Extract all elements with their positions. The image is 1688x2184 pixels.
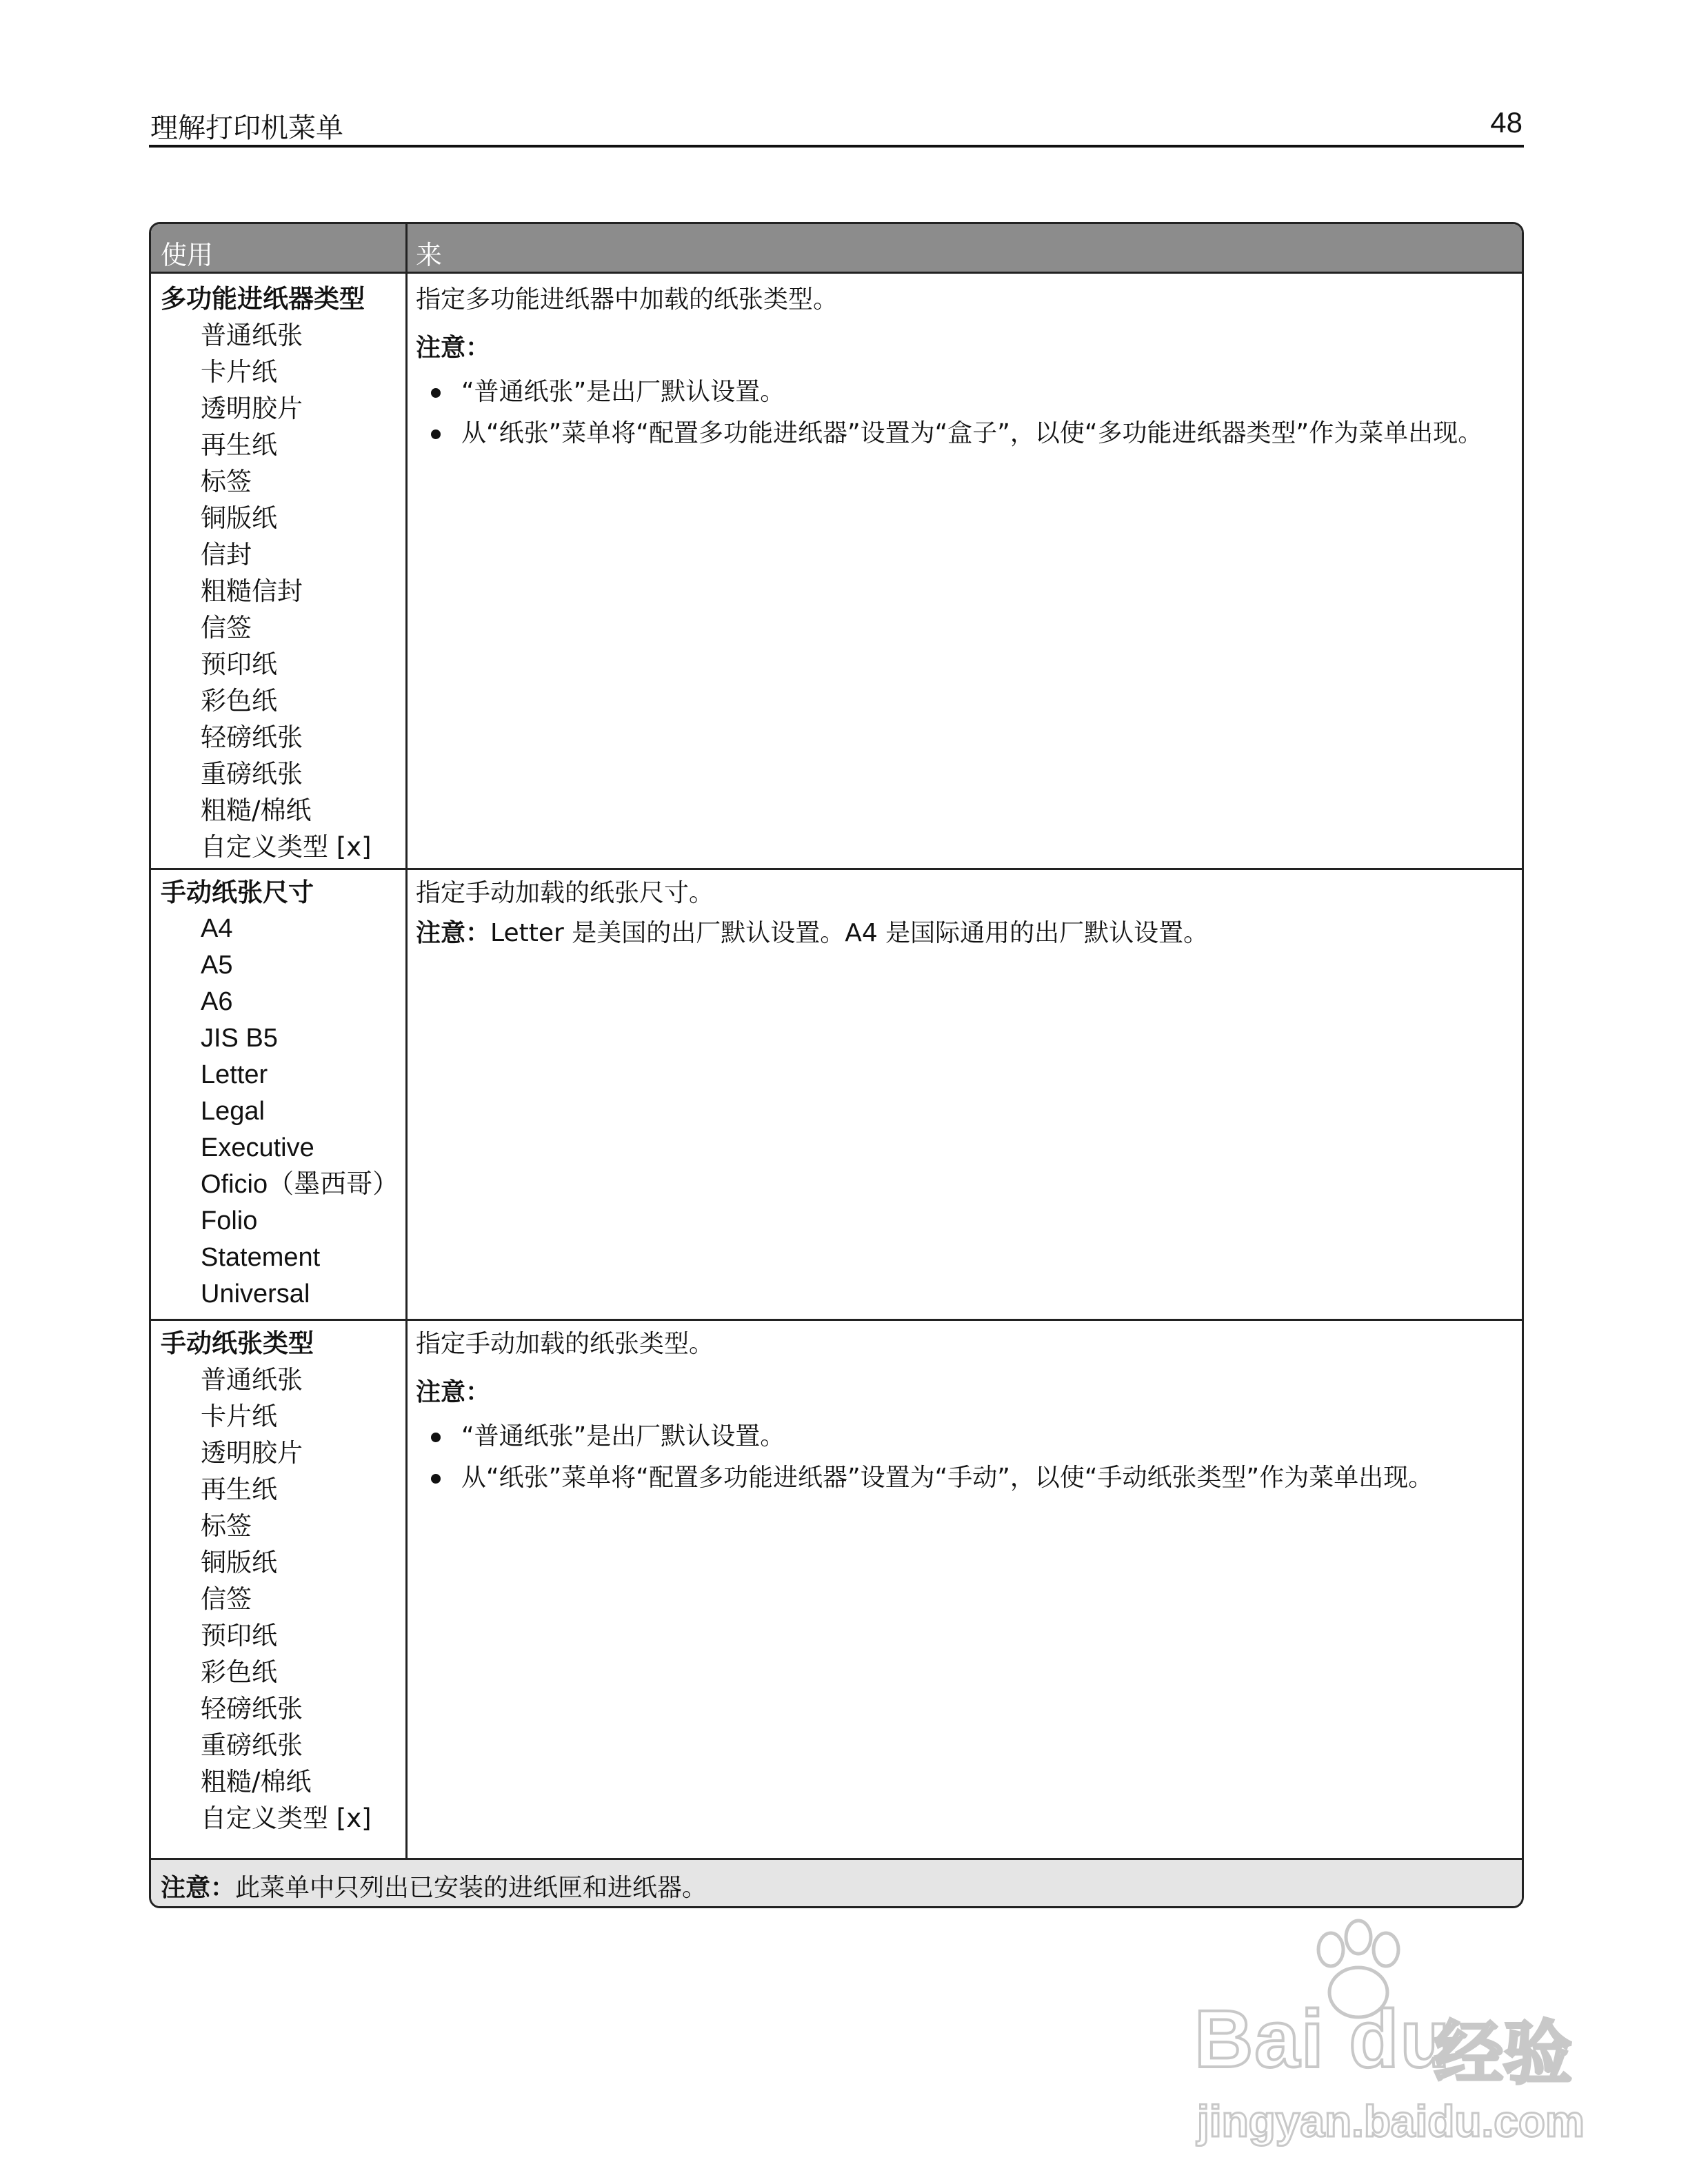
- setting-description: 指定多功能进纸器中加载的纸张类型。: [416, 285, 838, 314]
- table-row: [151, 870, 1522, 1319]
- note-bullets: [416, 376, 1512, 450]
- option-item: 再生纸: [201, 1475, 277, 1504]
- note-bullets: [416, 1420, 1512, 1495]
- column-header-purpose: 来: [416, 240, 443, 270]
- list-item: [416, 1420, 1512, 1453]
- bullet-icon: [431, 388, 441, 398]
- note-text: Letter 是美国的出厂默认设置。A4 是国际通用的出厂默认设置。: [490, 919, 1209, 947]
- option-item: 重磅纸张: [201, 1730, 303, 1760]
- option-item: 卡片纸: [201, 357, 277, 387]
- page-header: [149, 103, 1524, 148]
- option-item: Statement: [201, 1243, 321, 1272]
- option-item: 标签: [201, 1511, 252, 1541]
- option-item: Folio: [201, 1206, 258, 1235]
- row-description-cell: [416, 1326, 1512, 1503]
- bullet-text: 从“纸张”菜单将“配置多功能进纸器”设置为“手动”，以使“手动纸张类型”作为菜单出现。: [461, 1464, 1434, 1492]
- option-item: 自定义类型 [x]: [201, 832, 372, 862]
- row-description-cell: [416, 876, 1512, 951]
- setting-description: 指定手动加载的纸张尺寸。: [416, 879, 714, 907]
- option-item: JIS B5: [201, 1024, 278, 1053]
- option-item: 重磅纸张: [201, 759, 303, 789]
- bullet-icon: [431, 429, 441, 439]
- note: [416, 1375, 1512, 1410]
- option-item: A4: [201, 914, 233, 943]
- option-item: 轻磅纸张: [201, 1694, 303, 1723]
- row-description-cell: [416, 282, 1512, 458]
- option-item: 粗糙/棉纸: [201, 796, 312, 825]
- option-item: 普通纸张: [201, 321, 303, 350]
- table-footer-note: [151, 1858, 1522, 1906]
- option-item: 铜版纸: [201, 503, 277, 533]
- list-item: [416, 1462, 1512, 1495]
- list-item: [416, 376, 1512, 409]
- option-item: Executive: [201, 1133, 314, 1162]
- bullet-text: “普通纸张”是出厂默认设置。: [461, 1422, 785, 1450]
- option-item: 铜版纸: [201, 1548, 277, 1577]
- option-item: 彩色纸: [201, 1657, 277, 1687]
- row-setting-cell: [161, 281, 402, 865]
- watermark-brand: Bai du: [1194, 1994, 1451, 2085]
- setting-description: 指定手动加载的纸张类型。: [416, 1330, 714, 1358]
- option-item: 普通纸张: [201, 1365, 303, 1395]
- bullet-icon: [431, 1433, 441, 1442]
- note-label: 注意：: [161, 1874, 236, 1902]
- page-title: 理解打印机菜单: [150, 112, 343, 144]
- menu-table: [149, 222, 1524, 1908]
- option-item: 轻磅纸张: [201, 722, 303, 752]
- setting-name: 手动纸张尺寸: [161, 878, 314, 907]
- bullet-text: 从“纸张”菜单将“配置多功能进纸器”设置为“盒子”，以使“多功能进纸器类型”作为菜单出现。: [461, 419, 1483, 447]
- bullet-icon: [431, 1474, 441, 1484]
- table-row: [151, 274, 1522, 868]
- bullet-text: “普通纸张”是出厂默认设置。: [461, 378, 785, 406]
- option-item: 粗糙信封: [201, 576, 303, 606]
- setting-name: 多功能进纸器类型: [161, 284, 365, 314]
- setting-name: 手动纸张类型: [161, 1328, 314, 1358]
- option-item: Universal: [201, 1280, 310, 1308]
- note-label: 注意：: [416, 919, 491, 947]
- table-row: [151, 1321, 1522, 1862]
- note-label: 注意：: [416, 1378, 491, 1406]
- baidu-jingyan-watermark: [1186, 1917, 1585, 2178]
- option-item: 信签: [201, 1584, 252, 1614]
- option-item: 再生纸: [201, 430, 277, 460]
- page-number: 48: [1490, 106, 1523, 139]
- watermark-brand-cn: 经验: [1434, 2013, 1572, 2094]
- option-item: 预印纸: [201, 649, 277, 679]
- option-item: 粗糙/棉纸: [201, 1767, 312, 1797]
- watermark-url: jingyan.baidu.com: [1197, 2096, 1585, 2146]
- note-text: 此菜单中只列出已安装的进纸匣和进纸器。: [235, 1874, 707, 1902]
- note: [416, 916, 1512, 951]
- option-item: Oficio（墨西哥）: [201, 1170, 399, 1199]
- column-header-use: 使用: [161, 240, 214, 270]
- option-item: 透明胶片: [201, 1438, 303, 1468]
- option-item: 自定义类型 [x]: [201, 1803, 372, 1833]
- option-item: 透明胶片: [201, 394, 303, 423]
- option-item: 标签: [201, 467, 252, 496]
- row-setting-cell: [161, 1325, 402, 1837]
- footer-note: [161, 1868, 707, 1903]
- list-item: [416, 417, 1512, 450]
- option-item: 信封: [201, 540, 252, 569]
- option-item: Legal: [201, 1097, 265, 1126]
- option-item: 卡片纸: [201, 1402, 277, 1431]
- option-item: 彩色纸: [201, 686, 277, 716]
- option-item: A6: [201, 987, 233, 1016]
- table-header: [151, 224, 1522, 274]
- note: [416, 330, 1512, 366]
- option-item: A5: [201, 951, 233, 980]
- option-item: 信签: [201, 613, 252, 643]
- option-item: Letter: [201, 1060, 268, 1089]
- row-setting-cell: [161, 874, 402, 1313]
- option-item: 预印纸: [201, 1621, 277, 1650]
- note-label: 注意：: [416, 334, 491, 362]
